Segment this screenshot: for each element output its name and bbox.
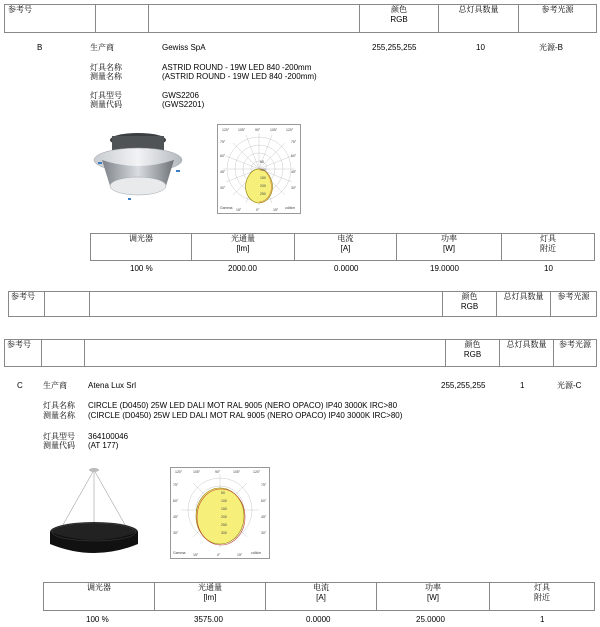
svg-text:30°: 30° [173,531,179,535]
svg-text:15°: 15° [193,553,199,557]
current-value: 0.0000 [306,615,331,624]
lamp-data-table: 调光器 光通量 [lm] 电流 [A] 功率 [W] 灯具 附近 [43,582,595,611]
count-value: 10 [476,43,485,52]
svg-text:60°: 60° [220,154,226,158]
downlight-photo-icon [90,126,186,204]
svg-text:30°: 30° [261,531,267,535]
measurement-name-label: 测量名称 [90,72,122,81]
measurement-name-value: (CIRCLE (D0450) 25W LED DALI MOT RAL 9005 (NERO OPACO) IP40 3000K IRC>80) [88,411,403,420]
header-total: 总灯具数量 [439,5,519,33]
svg-text:105°: 105° [238,128,246,132]
flux-value: 3575.00 [194,615,223,624]
svg-text:50: 50 [221,491,225,495]
svg-text:105°: 105° [193,470,201,474]
luminaire-type-value: GWS2206 [162,91,199,100]
current-value: 0.0000 [334,264,359,273]
svg-text:45°: 45° [220,170,226,174]
svg-text:60°: 60° [261,499,267,503]
measurement-code-value: (GWS2201) [162,100,205,109]
svg-text:cd/klm: cd/klm [285,206,296,210]
manufacturer-label: 生产商 [43,381,67,390]
svg-text:200: 200 [260,184,266,188]
luminaire-name-label: 灯具名称 [90,63,122,72]
svg-text:105°: 105° [270,128,278,132]
svg-text:120°: 120° [286,128,294,132]
svg-text:90°: 90° [215,470,221,474]
svg-text:150: 150 [260,176,266,180]
count-value: 1 [520,381,525,390]
nearby-value: 10 [544,264,553,273]
svg-text:15°: 15° [237,553,243,557]
polar-diagram-icon [217,124,301,214]
header-table-3: 参考号 颜色 RGB 总灯具数量 参考光源 [4,339,597,367]
rgb-value: 255,255,255 [372,43,417,52]
svg-text:60°: 60° [291,154,297,158]
svg-text:45°: 45° [291,170,297,174]
svg-text:250: 250 [260,192,266,196]
manufacturer-value: Atena Lux Srl [88,381,137,390]
source-value: 光源-B [539,43,563,52]
svg-text:75°: 75° [220,140,226,144]
lamp-data-table: 调光器 光通量 [lm] 电流 [A] 功率 [W] 灯具 附近 [90,233,595,261]
svg-text:0°: 0° [217,553,221,557]
luminaire-id: C [17,381,23,390]
manufacturer-value: Gewiss SpA [162,43,206,52]
nearby-value: 1 [540,615,545,624]
dimmer-value: 100 % [86,615,109,624]
luminaire-name-value: ASTRID ROUND - 19W LED 840 -200mm [162,63,312,72]
flux-value: 2000.00 [228,264,257,273]
luminaire-type-label: 灯具型号 [43,432,75,441]
svg-text:45°: 45° [261,515,267,519]
luminaire-id: B [37,43,43,52]
svg-text:Gamma: Gamma [173,551,186,555]
header-color: 颜色 RGB [360,5,439,33]
svg-text:150: 150 [221,507,227,511]
svg-text:cd/klm: cd/klm [251,551,262,555]
measurement-code-label: 测量代码 [90,100,122,109]
svg-text:120°: 120° [253,470,261,474]
svg-text:120°: 120° [175,470,183,474]
svg-text:75°: 75° [261,483,267,487]
luminaire-type-value: 364100046 [88,432,129,441]
svg-text:120°: 120° [222,128,230,132]
dimmer-value: 100 % [130,264,153,273]
pendant-lamp-photo-icon [46,466,142,564]
header-desc [149,5,360,33]
header-ref: 参考号 [5,5,96,33]
svg-text:15°: 15° [273,208,279,212]
svg-text:75°: 75° [173,483,179,487]
svg-text:250: 250 [221,523,227,527]
header-blank [96,5,149,33]
luminaire-name-value: CIRCLE (D0450) 25W LED DALI MOT RAL 9005 (NERO OPACO) IP40 3000K IRC>80 [88,401,398,410]
header-source: 参考光源 [519,5,597,33]
svg-text:0°: 0° [256,208,260,212]
header-table-2: 参考号 颜色 RGB 总灯具数量 参考光源 [8,291,597,317]
header-table-1 [4,4,597,33]
svg-text:100: 100 [221,499,227,503]
measurement-name-value: (ASTRID ROUND - 19W LED 840 -200mm) [162,72,317,81]
power-value: 19.0000 [430,264,459,273]
rgb-value: 255,255,255 [441,381,486,390]
measurement-name-label: 测量名称 [43,411,75,420]
svg-text:30°: 30° [220,186,226,190]
svg-text:300: 300 [221,531,227,535]
manufacturer-label: 生产商 [90,43,114,52]
svg-text:30°: 30° [291,186,297,190]
svg-text:60°: 60° [173,499,179,503]
measurement-code-value: (AT 177) [88,441,119,450]
power-value: 25.0000 [416,615,445,624]
svg-text:75°: 75° [291,140,297,144]
source-value: 光源-C [557,381,582,390]
svg-text:200: 200 [221,515,227,519]
svg-text:100: 100 [260,168,266,172]
svg-text:45°: 45° [173,515,179,519]
svg-text:Gamma: Gamma [220,206,233,210]
luminaire-name-label: 灯具名称 [43,401,75,410]
polar-diagram-icon [170,467,270,559]
svg-text:50: 50 [260,160,264,164]
luminaire-type-label: 灯具型号 [90,91,122,100]
svg-text:15°: 15° [236,208,242,212]
svg-text:105°: 105° [233,470,241,474]
measurement-code-label: 测量代码 [43,441,75,450]
svg-text:90°: 90° [255,128,261,132]
